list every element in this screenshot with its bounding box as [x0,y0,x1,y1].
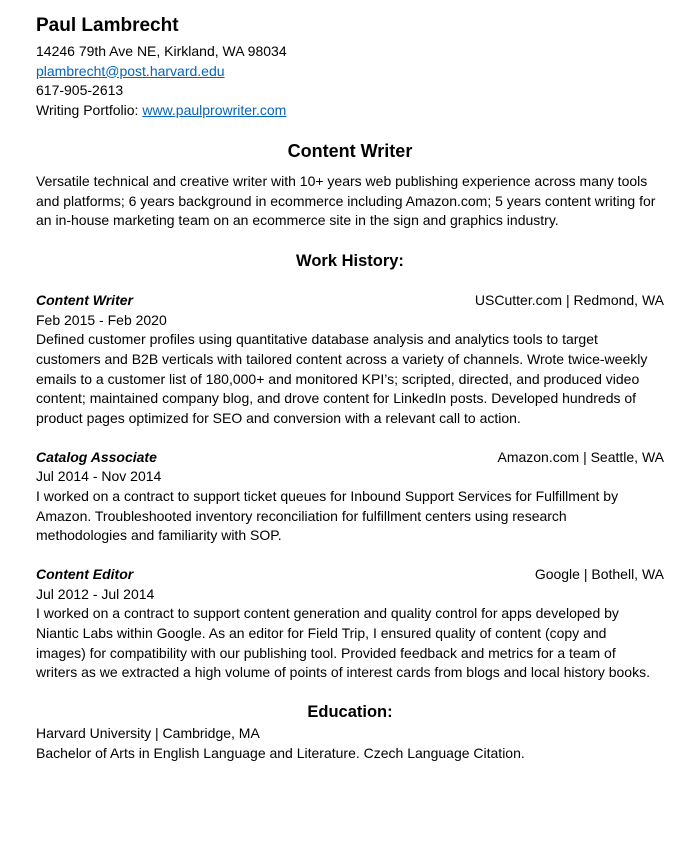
education-heading: Education: [307,703,393,722]
job-company: USCutter.com | Redmond, WA [474,292,664,309]
job-entry [36,291,664,429]
job-entry [36,565,664,683]
portfolio-line [36,101,664,121]
portfolio-label: Writing Portfolio: [36,101,143,118]
education-block [36,724,664,763]
job-list [36,291,664,683]
job-description: I worked on a contract to support content generation and quality control for apps developed by Niantic Labs within Google. As an editor for Field Trip, I ensured quality of content (copy and images) for compatibility with our publishing tool. Provided feedback and metrics for a team of writers as we extracted a high volume of points of interest cards from blogs and local history books. [36,605,650,681]
job-dates: Jul 2012 - Jul 2014 [36,585,155,602]
portfolio-link[interactable]: www.paulprowriter.com [142,101,287,118]
education-degree: Bachelor of Arts in English Language and Literature. Czech Language Citation. [36,744,525,761]
candidate-name: Paul Lambrecht [36,15,179,36]
email-line [36,62,664,82]
job-header [36,291,664,311]
job-dates: Feb 2015 - Feb 2020 [36,311,167,328]
job-entry [36,448,664,546]
education-school: Harvard University | Cambridge, MA [36,725,260,742]
summary: Versatile technical and creative writer with 10+ years web publishing experience across many tools and platforms; 6 years background in ecommerce including Amazon.com; 5 years content writing for an in-house marketing team on an ecommerce site in the sign and graphics industry. [36,173,656,229]
job-company: Amazon.com | Seattle, WA [497,448,664,465]
job-title: Catalog Associate [36,448,157,465]
job-description: Defined customer profiles using quantitative database analysis and analytics tools to target customers and B2B verticals with tailored content across a variety of channels. Wrote twice-weekly emails to a customer list of 180,000+ and monitored KPI’s; scripted, directed, and produced video content; maintained company blog, and drove content for LinkedIn posts. Developed hundreds of product pages optimized for SEO and conversion with a relevant call to action. [36,331,648,427]
job-header [36,565,664,585]
job-title: Content Writer [36,292,133,309]
job-company: Google | Bothell, WA [534,566,664,583]
job-header [36,448,664,468]
work-history-heading: Work History: [296,252,404,271]
resume-title: Content Writer [287,141,413,161]
email-link[interactable]: plambrecht@post.harvard.edu [36,62,225,79]
job-dates: Jul 2014 - Nov 2014 [36,468,162,485]
job-description: I worked on a contract to support ticket queues for Inbound Support Services for Fulfillment by Amazon. Troubleshooted inventory reconciliation for fulfillment centers using research methodologies and familiarity with SOP. [36,488,619,544]
job-title: Content Editor [36,566,134,583]
address: 14246 79th Ave NE, Kirkland, WA 98034 [36,43,287,59]
resume-page [36,14,664,764]
phone: 617-905-2613 [36,82,124,98]
